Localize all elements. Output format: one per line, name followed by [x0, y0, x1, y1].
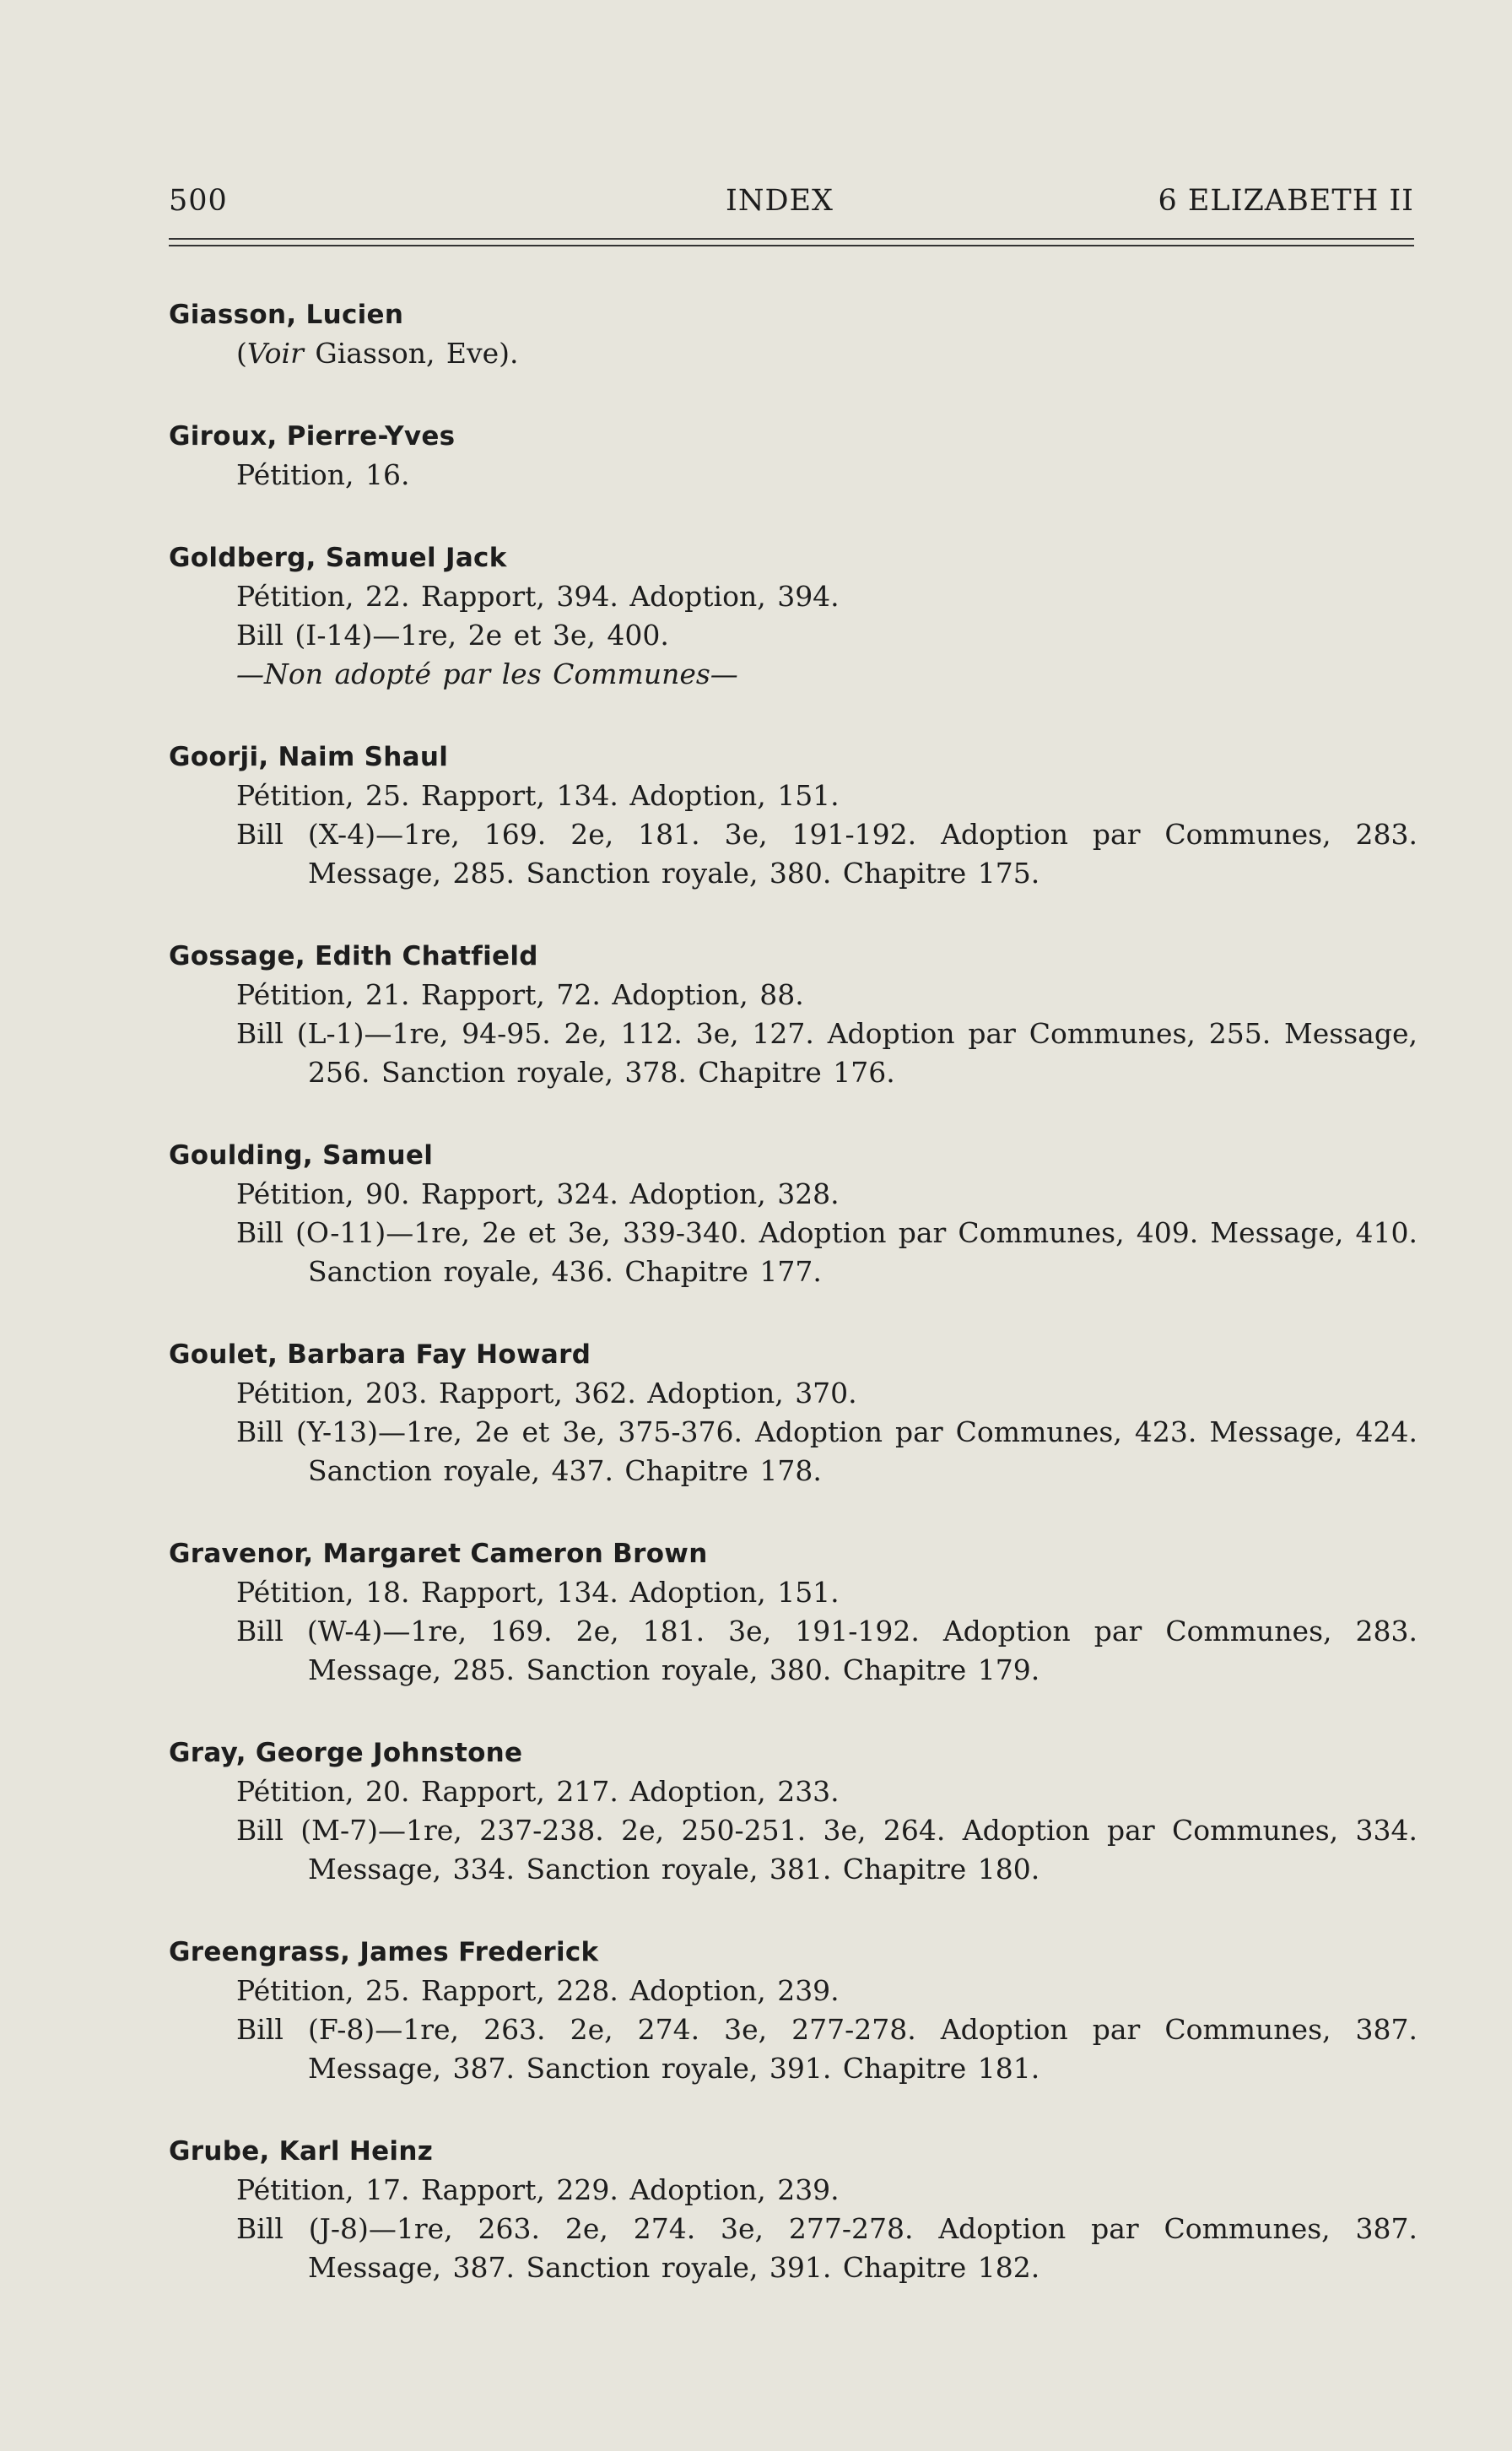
index-entry	[169, 1933, 1418, 2088]
entry-line: Pétition, 90. Rapport, 324. Adoption, 328.	[236, 1177, 840, 1210]
entry-name: Goorji, Naim Shaul	[169, 742, 449, 772]
header-rule-top	[169, 238, 1414, 240]
index-entry	[169, 295, 1418, 373]
entry-line: Pétition, 203. Rapport, 362. Adoption, 370.	[236, 1377, 857, 1409]
index-entry	[169, 417, 1418, 495]
entry-name: Gray, George Johnstone	[169, 1738, 523, 1768]
index-entry	[169, 538, 1418, 694]
header-rule-bottom	[169, 245, 1414, 246]
page-number: 500	[169, 184, 228, 218]
index-entry	[169, 738, 1418, 893]
entry-line: Bill (Y-13)—1re, 2e et 3e, 375-376. Adoption par Communes, 423. Message, 424. Sanction royale, 437. Chapitre 178.	[236, 1415, 1418, 1487]
page-header	[169, 184, 1414, 228]
entry-name: Grube, Karl Heinz	[169, 2136, 434, 2167]
entry-line: Bill (J-8)—1re, 263. 2e, 274. 3e, 277-278. Adoption par Communes, 387. Message, 387. Sanction royale, 391. Chapitre 182.	[236, 2212, 1418, 2284]
entry-line: Pétition, 22. Rapport, 394. Adoption, 394.	[236, 580, 840, 613]
entry-line: Bill (W-4)—1re, 169. 2e, 181. 3e, 191-192. Adoption par Communes, 283. Message, 285. Sanction royale, 380. Chapitre 179.	[236, 1615, 1418, 1686]
entry-line: Pétition, 20. Rapport, 217. Adoption, 233.	[236, 1775, 840, 1808]
entry-line: Bill (L-1)—1re, 94-95. 2e, 112. 3e, 127. Adoption par Communes, 255. Message, 256. Sanction royale, 378. Chapitre 176.	[236, 1017, 1418, 1089]
entry-name: Goulet, Barbara Fay Howard	[169, 1339, 591, 1370]
index-entry	[169, 1734, 1418, 1889]
index-entry	[169, 1136, 1418, 1291]
entry-name: Giasson, Lucien	[169, 300, 404, 330]
index-entry	[169, 2132, 1418, 2287]
entry-name: Gossage, Edith Chatfield	[169, 941, 538, 971]
entry-line: Bill (X-4)—1re, 169. 2e, 181. 3e, 191-192. Adoption par Communes, 283. Message, 285. Sanction royale, 380. Chapitre 175.	[236, 818, 1418, 890]
entry-note: —Non adopté par les Communes—	[236, 657, 738, 690]
regnal-year: 6 ELIZABETH II	[1158, 184, 1414, 218]
page-title: INDEX	[726, 184, 834, 218]
entry-line: Pétition, 16.	[236, 458, 410, 491]
entry-line: Bill (F-8)—1re, 263. 2e, 274. 3e, 277-278. Adoption par Communes, 387. Message, 387. Sanction royale, 391. Chapitre 181.	[236, 2013, 1418, 2085]
entry-line: Bill (I-14)—1re, 2e et 3e, 400.	[236, 619, 669, 652]
entry-name: Giroux, Pierre-Yves	[169, 421, 456, 452]
entry-name: Greengrass, James Frederick	[169, 1937, 599, 1967]
see-word: Voir	[246, 337, 304, 370]
entry-cross-reference: (Voir Giasson, Eve).	[236, 337, 519, 370]
entry-line: Bill (M-7)—1re, 237-238. 2e, 250-251. 3e, 264. Adoption par Communes, 334. Message, 334. Sanction royale, 381. Chapitre 180.	[236, 1814, 1418, 1886]
index-entry	[169, 1534, 1418, 1690]
entry-line: Pétition, 25. Rapport, 134. Adoption, 151.	[236, 779, 840, 812]
index-entry	[169, 937, 1418, 1092]
entry-line: Bill (O-11)—1re, 2e et 3e, 339-340. Adoption par Communes, 409. Message, 410. Sanction royale, 436. Chapitre 177.	[236, 1216, 1418, 1288]
index-entries	[169, 295, 1418, 2331]
entry-name: Goulding, Samuel	[169, 1140, 434, 1171]
entry-line: Pétition, 18. Rapport, 134. Adoption, 151.	[236, 1576, 840, 1609]
entry-line: Pétition, 21. Rapport, 72. Adoption, 88.	[236, 978, 804, 1011]
entry-name: Goldberg, Samuel Jack	[169, 543, 507, 573]
index-entry	[169, 1335, 1418, 1491]
entry-line: Pétition, 17. Rapport, 229. Adoption, 239.	[236, 2173, 840, 2206]
entry-name: Gravenor, Margaret Cameron Brown	[169, 1539, 708, 1569]
entry-line: Pétition, 25. Rapport, 228. Adoption, 239.	[236, 1974, 840, 2007]
